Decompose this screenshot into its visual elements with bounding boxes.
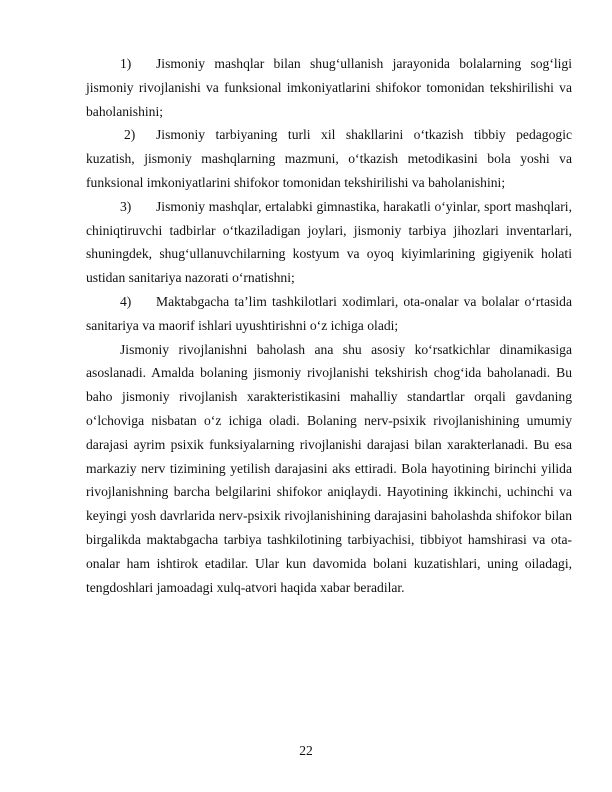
list-item-3 xyxy=(86,195,572,290)
list-item-1 xyxy=(86,52,572,123)
list-item-text: Maktabgacha ta’lim tashkilotlari xodimlari, ota-onalar va bolalar o‘rtasida sanitariya va maorif ishlari uyushtirishni o‘z ichiga oladi; xyxy=(86,293,572,333)
page-number: 22 xyxy=(299,743,313,758)
list-item-text: Jismoniy mashqlar, ertalabki gimnastika, harakatli o‘yinlar, sport mashqlari, chiniqtiruvchi tadbirlar o‘tkaziladigan joylari, jismoniy tarbiya jihozlari inventarlari, shuningdek, shug‘ullanuvchilarning kostyum va oyoq kiyimlarining gigiyenik holati ustidan sanitariya nazorati o‘rnatishni; xyxy=(86,198,572,286)
list-item-2 xyxy=(86,123,572,194)
list-item-4 xyxy=(86,290,572,338)
document-page xyxy=(86,52,572,599)
list-item-text: Jismoniy mashqlar bilan shug‘ullanish jarayonida bolalarning sog‘ligi jismoniy rivojlanishi va funksional imkoniyatlarini shifokor tomonidan tekshirilishi va baholanishini; xyxy=(86,56,572,119)
list-number: 4) xyxy=(120,293,132,309)
body-paragraph: Jismoniy rivojlanishni baholash ana shu asosiy ko‘rsatkichlar dinamikasiga asoslanadi. Amalda bolaning jismoniy rivojlanishi tekshirish chog‘ida baholanadi. Bu baho jismoniy rivojlanish xarakteristikasini mahalliy standartlar orqali gavdaning o‘lchoviga nisbatan o‘z ichiga oladi. Bolaning nerv-psixik rivojlanishining umumiy darajasi ayrim psixik funksiyalarning rivojlanishi darajasi bilan xarakterlanadi. Bu esa markaziy nerv tizimining yetilish darajasini aks ettiradi. Bola hayotining birinchi yilida rivojlanishning barcha belgilarini shifokor aniqlaydi. Hayotining ikkinchi, uchinchi va keyingi yosh davrlarida nerv-psixik rivojlanishining darajasini baholashda shifokor bilan birgalikda maktabgacha tarbiya tashkilotining tarbiyachisi, tibbiyot hamshirasi va ota- onalar ham ishtirok etadilar. Ular kun davomida bolani kuzatishlari, uning oiladagi, tengdoshlari jamoadagi xulq-atvori haqida xabar beradilar. xyxy=(86,341,572,595)
list-number: 3) xyxy=(120,198,132,214)
list-number: 2) xyxy=(124,127,136,143)
list-item-text: Jismoniy tarbiyaning turli xil shakllarini o‘tkazish tibbiy pedagogic kuzatish, jismoniy mashqlarning mazmuni, o‘tkazish metodikasini bola yoshi va funksional imkoniyatlarini shifokor tomonidan tekshirilishi va baholanishini; xyxy=(86,127,572,190)
list-number: 1) xyxy=(120,56,132,71)
